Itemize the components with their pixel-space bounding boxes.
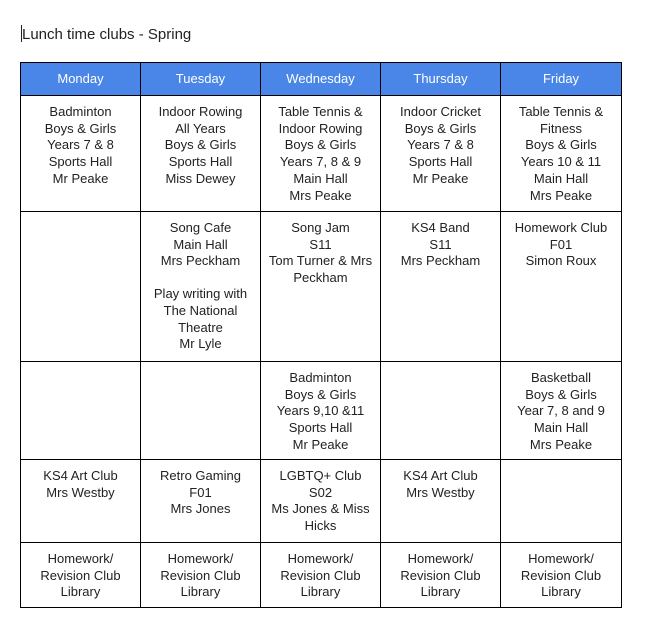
cell-line: Homework Club [514, 220, 608, 235]
cell-line: Boys & Girls [404, 120, 477, 136]
cell-line: Mrs Westby [406, 484, 475, 500]
cell-line: Mrs Peckham [160, 253, 241, 269]
cell-line: Homework/ [528, 551, 594, 566]
cell-line: Library [180, 584, 221, 600]
header-tuesday: Tuesday [141, 63, 261, 96]
cell-line: Library [420, 584, 461, 600]
cell-monday-slot-3[interactable] [21, 362, 141, 460]
cell-line: Sports Hall [408, 154, 473, 170]
cell-line: Revision Club [280, 567, 361, 583]
document-title-text: Lunch time clubs - Spring [22, 26, 192, 43]
cell-line: Mr Lyle [179, 336, 222, 352]
cell-line: Years 7 & 8 [47, 137, 114, 153]
cell-line: Mrs Peake [529, 187, 593, 203]
cell-line: Song Cafe [169, 220, 232, 235]
cell-tuesday-slot-3[interactable] [141, 362, 261, 460]
cell-line: Revision Club [400, 567, 481, 583]
table-row [21, 212, 622, 362]
cell-line: KS4 Art Club [43, 468, 118, 483]
header-friday: Friday [501, 63, 622, 96]
cell-line: Library [541, 584, 581, 600]
cell-wednesday-slot-1[interactable] [261, 96, 381, 212]
cell-monday-slot-1[interactable] [21, 96, 141, 212]
cell-line: Ms Jones & Miss [271, 501, 370, 517]
table-row [21, 543, 622, 608]
cell-wednesday-slot-5[interactable] [261, 543, 381, 608]
cell-friday-slot-5[interactable] [501, 543, 622, 608]
cell-thursday-slot-2[interactable] [381, 212, 501, 362]
cell-line: Main Hall [533, 420, 589, 436]
cell-line: Revision Club [520, 567, 602, 583]
cell-line: Boys & Girls [44, 120, 117, 136]
cell-line: Miss Dewey [165, 170, 236, 186]
cell-line: Homework/ [287, 551, 354, 566]
cell-friday-slot-3[interactable] [501, 362, 622, 460]
cell-thursday-slot-5[interactable] [381, 543, 501, 608]
cell-monday-slot-4[interactable] [21, 460, 141, 543]
cell-line: Mr Peake [52, 170, 109, 186]
cell-line: All Years [175, 120, 226, 136]
cell-wednesday-slot-2[interactable] [261, 212, 381, 362]
cell-line: Song Jam [291, 220, 350, 235]
clubs-timetable [20, 62, 622, 608]
cell-line: S02 [308, 484, 333, 500]
cell-line: LGBTQ+ Club [279, 468, 362, 483]
cell-line: Mr Peake [412, 170, 469, 186]
header-wednesday: Wednesday [261, 63, 381, 96]
cell-tuesday-slot-5[interactable] [141, 543, 261, 608]
cell-wednesday-slot-3[interactable] [261, 362, 381, 460]
cell-line: Table Tennis & [278, 104, 363, 119]
cell-tuesday-slot-2[interactable] [141, 212, 261, 362]
cell-friday-slot-2[interactable] [501, 212, 622, 362]
cell-line: Years 9,10 &11 [276, 403, 365, 419]
header-monday: Monday [21, 63, 141, 96]
cell-thursday-slot-1[interactable] [381, 96, 501, 212]
cell-line: Indoor Rowing [278, 120, 363, 136]
cell-line: Peckham [293, 270, 348, 286]
cell-line: Boys & Girls [284, 137, 357, 153]
cell-line: Sports Hall [288, 420, 353, 436]
cell-line: Table Tennis & [518, 104, 604, 119]
cell-line: Mrs Peake [529, 436, 593, 452]
cell-line: KS4 Art Club [403, 468, 478, 483]
cell-line: Mr Peake [292, 436, 349, 452]
cell-line: Main Hall [533, 170, 589, 186]
cell-line: Years 10 & 11 [520, 154, 602, 170]
cell-line: Badminton [289, 370, 352, 385]
cell-line: Tom Turner & Mrs [268, 253, 373, 269]
cell-line: Boys & Girls [525, 137, 597, 153]
cell-line: Hicks [304, 518, 337, 534]
table-row [21, 460, 622, 543]
cell-line: Main Hall [173, 236, 228, 252]
line-gap [145, 270, 256, 286]
header-row [21, 63, 622, 96]
table-row [21, 362, 622, 460]
cell-line: Mrs Peake [289, 187, 352, 203]
header-thursday: Thursday [381, 63, 501, 96]
cell-tuesday-slot-4[interactable] [141, 460, 261, 543]
table-row [21, 96, 622, 212]
cell-monday-slot-2[interactable] [21, 212, 141, 362]
cell-line: Library [300, 584, 341, 600]
cell-line: Indoor Cricket [400, 104, 481, 119]
cell-line: KS4 Band [411, 220, 470, 235]
cell-tuesday-slot-1[interactable] [141, 96, 261, 212]
cell-line: S11 [309, 236, 332, 252]
cell-line: S11 [429, 236, 452, 252]
cell-line: Sports Hall [168, 154, 233, 170]
cell-line: Year 7, 8 and 9 [517, 403, 605, 419]
cell-line: Main Hall [293, 170, 348, 186]
cell-thursday-slot-3[interactable] [381, 362, 501, 460]
cell-line: Library [60, 584, 101, 600]
cell-line: F01 [549, 236, 573, 252]
cell-friday-slot-1[interactable] [501, 96, 622, 212]
cell-line: Homework/ [167, 551, 234, 566]
cell-line: F01 [189, 484, 212, 500]
cell-line: Revision Club [40, 567, 121, 583]
cell-line: Indoor Rowing [158, 104, 243, 119]
cell-wednesday-slot-4[interactable] [261, 460, 381, 543]
cell-line: Mrs Westby [46, 484, 115, 500]
cell-line: Boys & Girls [164, 137, 237, 153]
cell-line: Years 7, 8 & 9 [279, 154, 362, 170]
cell-line: Fitness [540, 120, 582, 136]
cell-line: Mrs Peckham [400, 253, 481, 269]
cell-line: Mrs Jones [170, 501, 231, 517]
cell-line: Badminton [49, 104, 112, 119]
document-title[interactable] [21, 25, 191, 45]
cell-line: Play writing with [153, 286, 248, 302]
cell-line: Basketball [531, 370, 591, 385]
cell-line: Boys & Girls [284, 386, 357, 402]
cell-friday-slot-4[interactable] [501, 460, 622, 543]
cell-line: Boys & Girls [525, 386, 597, 402]
cell-line: Sports Hall [48, 154, 113, 170]
cell-line: Homework/ [47, 551, 114, 566]
cell-line: Revision Club [160, 567, 241, 583]
cell-line: Simon Roux [525, 253, 597, 269]
cell-line: Homework/ [407, 551, 474, 566]
cell-line: Theatre [178, 319, 223, 335]
cell-line: Retro Gaming [160, 468, 241, 483]
cell-thursday-slot-4[interactable] [381, 460, 501, 543]
cell-line: The National [163, 302, 238, 318]
cell-line: Years 7 & 8 [407, 137, 474, 153]
cell-monday-slot-5[interactable] [21, 543, 141, 608]
